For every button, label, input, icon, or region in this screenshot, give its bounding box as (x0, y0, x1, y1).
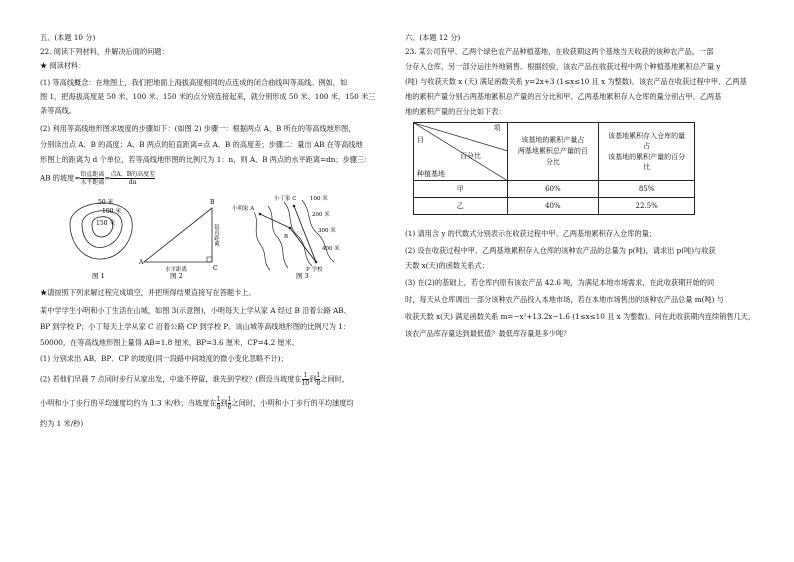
figure-2-slope-triangle (138, 199, 220, 280)
fig2-point-b: B (210, 199, 215, 206)
figure-2-caption: 图 2 (170, 272, 183, 280)
question-22-part-2-line-2: 小明和小丁步行的平均速度均约为 1.3 米/秒；当坡度在 $\frac{1}{8}$ 到 $\frac{1}{6}$ 之间时，小明和小丁步行的平均速度均 (40, 396, 354, 411)
paragraph-line: 某中学学生小明和小丁生活在山城，如图 3(示意图)，小明每天上学从家 A 经过 B 沿着公路 AB、 (40, 306, 351, 315)
table-cell: 40% (507, 198, 599, 215)
paragraph-line: 形图上的距离为 d 个单位，若等高线地形图的比例尺为 1：n，则 A、B 两点的水平距离=dn；步骤三： (40, 155, 372, 164)
fig2-point-a: A (139, 259, 144, 266)
question-22-part-2-line-1: (2) 若他们早晨 7 点同时步行从家出发，中途不停留，谁先到学校？(假设当坡度在 $\frac{1}{10}$ 到 $\frac{1}{8}$ 之间时， (40, 372, 350, 387)
row-name: 乙 (414, 198, 508, 215)
table-cell: 85% (599, 181, 695, 198)
paragraph-line: (吨) 与收获天数 x (天) 满足函数关系 y=2x+3 (1≤x≤10 且 x 为整数)。该农产品在收获过程中甲、乙两基 (405, 77, 747, 86)
paragraph-line: (2) 利用等高线地形图求坡度的步骤如下：(如图 2) 步骤一：根据两点 A、B 所在的等高线地形图， (40, 124, 356, 133)
fig2-point-c: C (213, 265, 218, 272)
fig2-vertical-label: 铅直距离 (213, 224, 219, 246)
question-22-part-2-line-3: 约为 1 米/秒) (40, 419, 84, 428)
question-23-part-1: (1) 请用含 y 的代数式分别表示在收获过程中甲、乙两基地累积存入仓库的量； (405, 229, 657, 238)
paragraph-line: (1) 等高线概念：在地图上，我们把地面上海拔高度相同的点连成的闭合曲线叫等高线。例如，如 (40, 78, 348, 87)
fig2-horizontal-label: 水平距离 (165, 267, 188, 273)
fraction: $\frac{1}{10}$ (301, 372, 310, 387)
question-22-title: 22. 阅读下列材料，并解决后面的问题： (40, 47, 169, 56)
fig3-school: P 学校 (306, 267, 323, 273)
fig3-xiaoming-home: 小明家 A (232, 206, 255, 212)
section-6-header: 六、(本题 12 分) (405, 33, 461, 42)
header-base: 种植基地 (417, 170, 445, 178)
question-23-part-2-line-2: 天数 x(天)的函数关系式； (405, 261, 489, 270)
table-row (414, 181, 695, 198)
table-header-diagonal-cell (414, 123, 508, 181)
figure-1-contour-map (70, 198, 132, 280)
fig3-point-b: B (284, 234, 289, 240)
paragraph-line: 分存入仓库，另一部分运往外地销售。根据经验，该农产品在收获过程中两个种植基地累积总产量 y (405, 62, 721, 71)
fig1-label-150: 150 米 (96, 220, 116, 227)
header-mu: 目 (417, 136, 424, 144)
question-23-part-3-line-3: 收获天数 x(天) 满足函数关系 m=−x²+13.2x−1.6 (1≤x≤10 且 x 为整数)。问在此收获期内连续销售几天， (405, 312, 756, 321)
paragraph-line: 条等高线。 (40, 106, 76, 115)
instruction-line: ★请按照下列求解过程完成填空，并把所得结果直接写在答题卡上。 (40, 288, 256, 297)
fraction: $\frac{1}{6}$ (227, 396, 232, 411)
row-name: 甲 (414, 181, 508, 198)
column-header-2: 该基地累积存入仓库的量 占 该基地的累积产量的百分 比 (599, 123, 695, 181)
fig3-label-300: 300 米 (318, 228, 336, 234)
column-header-1: 该基地的累积产量占 两基地累积总产量的百 分比 (507, 123, 599, 181)
paragraph-line: 图 1，把海拔高度是 50 米、100 米、150 米的点分别连接起来，就分别形成 50 米、100 米、150 米三 (40, 92, 376, 101)
paragraph-line: 地的累积产量分别占两基地累积总产量的百分比和甲、乙两基地累积存入仓库的量分别占甲、乙两基 (405, 92, 722, 101)
figure-3-caption: 图 3 (296, 272, 309, 280)
question-23-part-2-line-1: (2) 设在收获过程中甲、乙两基地累积存入仓库的该种农产品的总量为 p(吨)，请求出 p(吨)与收获 (405, 246, 716, 255)
paragraph-line: 50000，在等高线地形图上量得 AB=1.8 厘米，BP=3.6 厘米，CP=4.2 厘米。 (40, 338, 300, 347)
fig3-label-400: 400 米 (322, 246, 340, 252)
paragraph-line: 地的累积产量的百分比如下表： (405, 107, 506, 116)
question-23-part-3-line-4: 该农产品库存量达到最低值？最低库存量是多少吨？ (405, 329, 571, 338)
header-item: 项 (493, 124, 501, 132)
slope-formula-line: AB 的坡度= $\frac{\text{铅直距离}}{\text{水平距离}}$ = $\frac{\text{点A、B的高度差}}{dn}$ (40, 171, 156, 186)
figure-3-map (232, 194, 340, 280)
reading-header: ★ 阅读材料： (40, 61, 86, 70)
paragraph-line: 分别读出点 A、B 的高度；A、B 两点的铅直距离=点 A、B 的高度差；步骤二：量出 AB 在等高线地 (40, 140, 363, 149)
fig1-label-50: 50 米 (98, 199, 114, 206)
question-23-part-3-line-2: 时，每天从仓库调出一部分该种农产品投入本地市场，若在本地市场售出的该种农产品总量 m(吨) 与 (405, 295, 724, 304)
fraction: $\frac{\text{点A、B的高度差}}{dn}$ (110, 171, 156, 186)
fig3-label-200: 200 米 (312, 212, 330, 218)
paragraph-line: BP 到学校 P；小丁每天上学从家 C 沿着公路 CP 到学校 P。该山城等高线地形图的比例尺为 1： (40, 322, 351, 331)
fraction: $\frac{1}{8}$ (316, 372, 321, 387)
fraction: $\frac{1}{8}$ (216, 396, 221, 411)
paragraph-line: 23. 某公司有甲、乙两个绿色农产品种植基地，在收获期这两个基地当天收获的该种农产品，一部 (405, 47, 714, 56)
formula-prefix: AB 的坡度= (40, 173, 81, 183)
section-5-header: 五、(本题 10 分) (40, 33, 96, 42)
table-cell: 60% (507, 181, 599, 198)
table-row (414, 198, 695, 215)
header-percent: 百分比 (460, 152, 481, 160)
fig3-xiaoding-home: 小丁家 C (274, 196, 297, 202)
fig1-label-100: 100 米 (102, 208, 122, 215)
figure-1-caption: 图 1 (92, 272, 105, 280)
percentage-table (413, 122, 695, 215)
table-cell: 22.5% (599, 198, 695, 215)
figures-area (40, 192, 400, 282)
question-22-part-1: (1) 分别求出 AB、BP、CP 的坡度(同一段路中间坡度的微小变化忽略不计)； (40, 354, 288, 363)
fraction: $\frac{\text{铅直距离}}{\text{水平距离}}$ (80, 171, 105, 186)
question-23-part-3-line-1: (3) 在(2)的基础上，若仓库内原有该农产品 42.6 吨，为满足本地市场需求，在此收获期开始的同 (405, 278, 715, 287)
fig3-label-100: 100 米 (310, 196, 328, 202)
